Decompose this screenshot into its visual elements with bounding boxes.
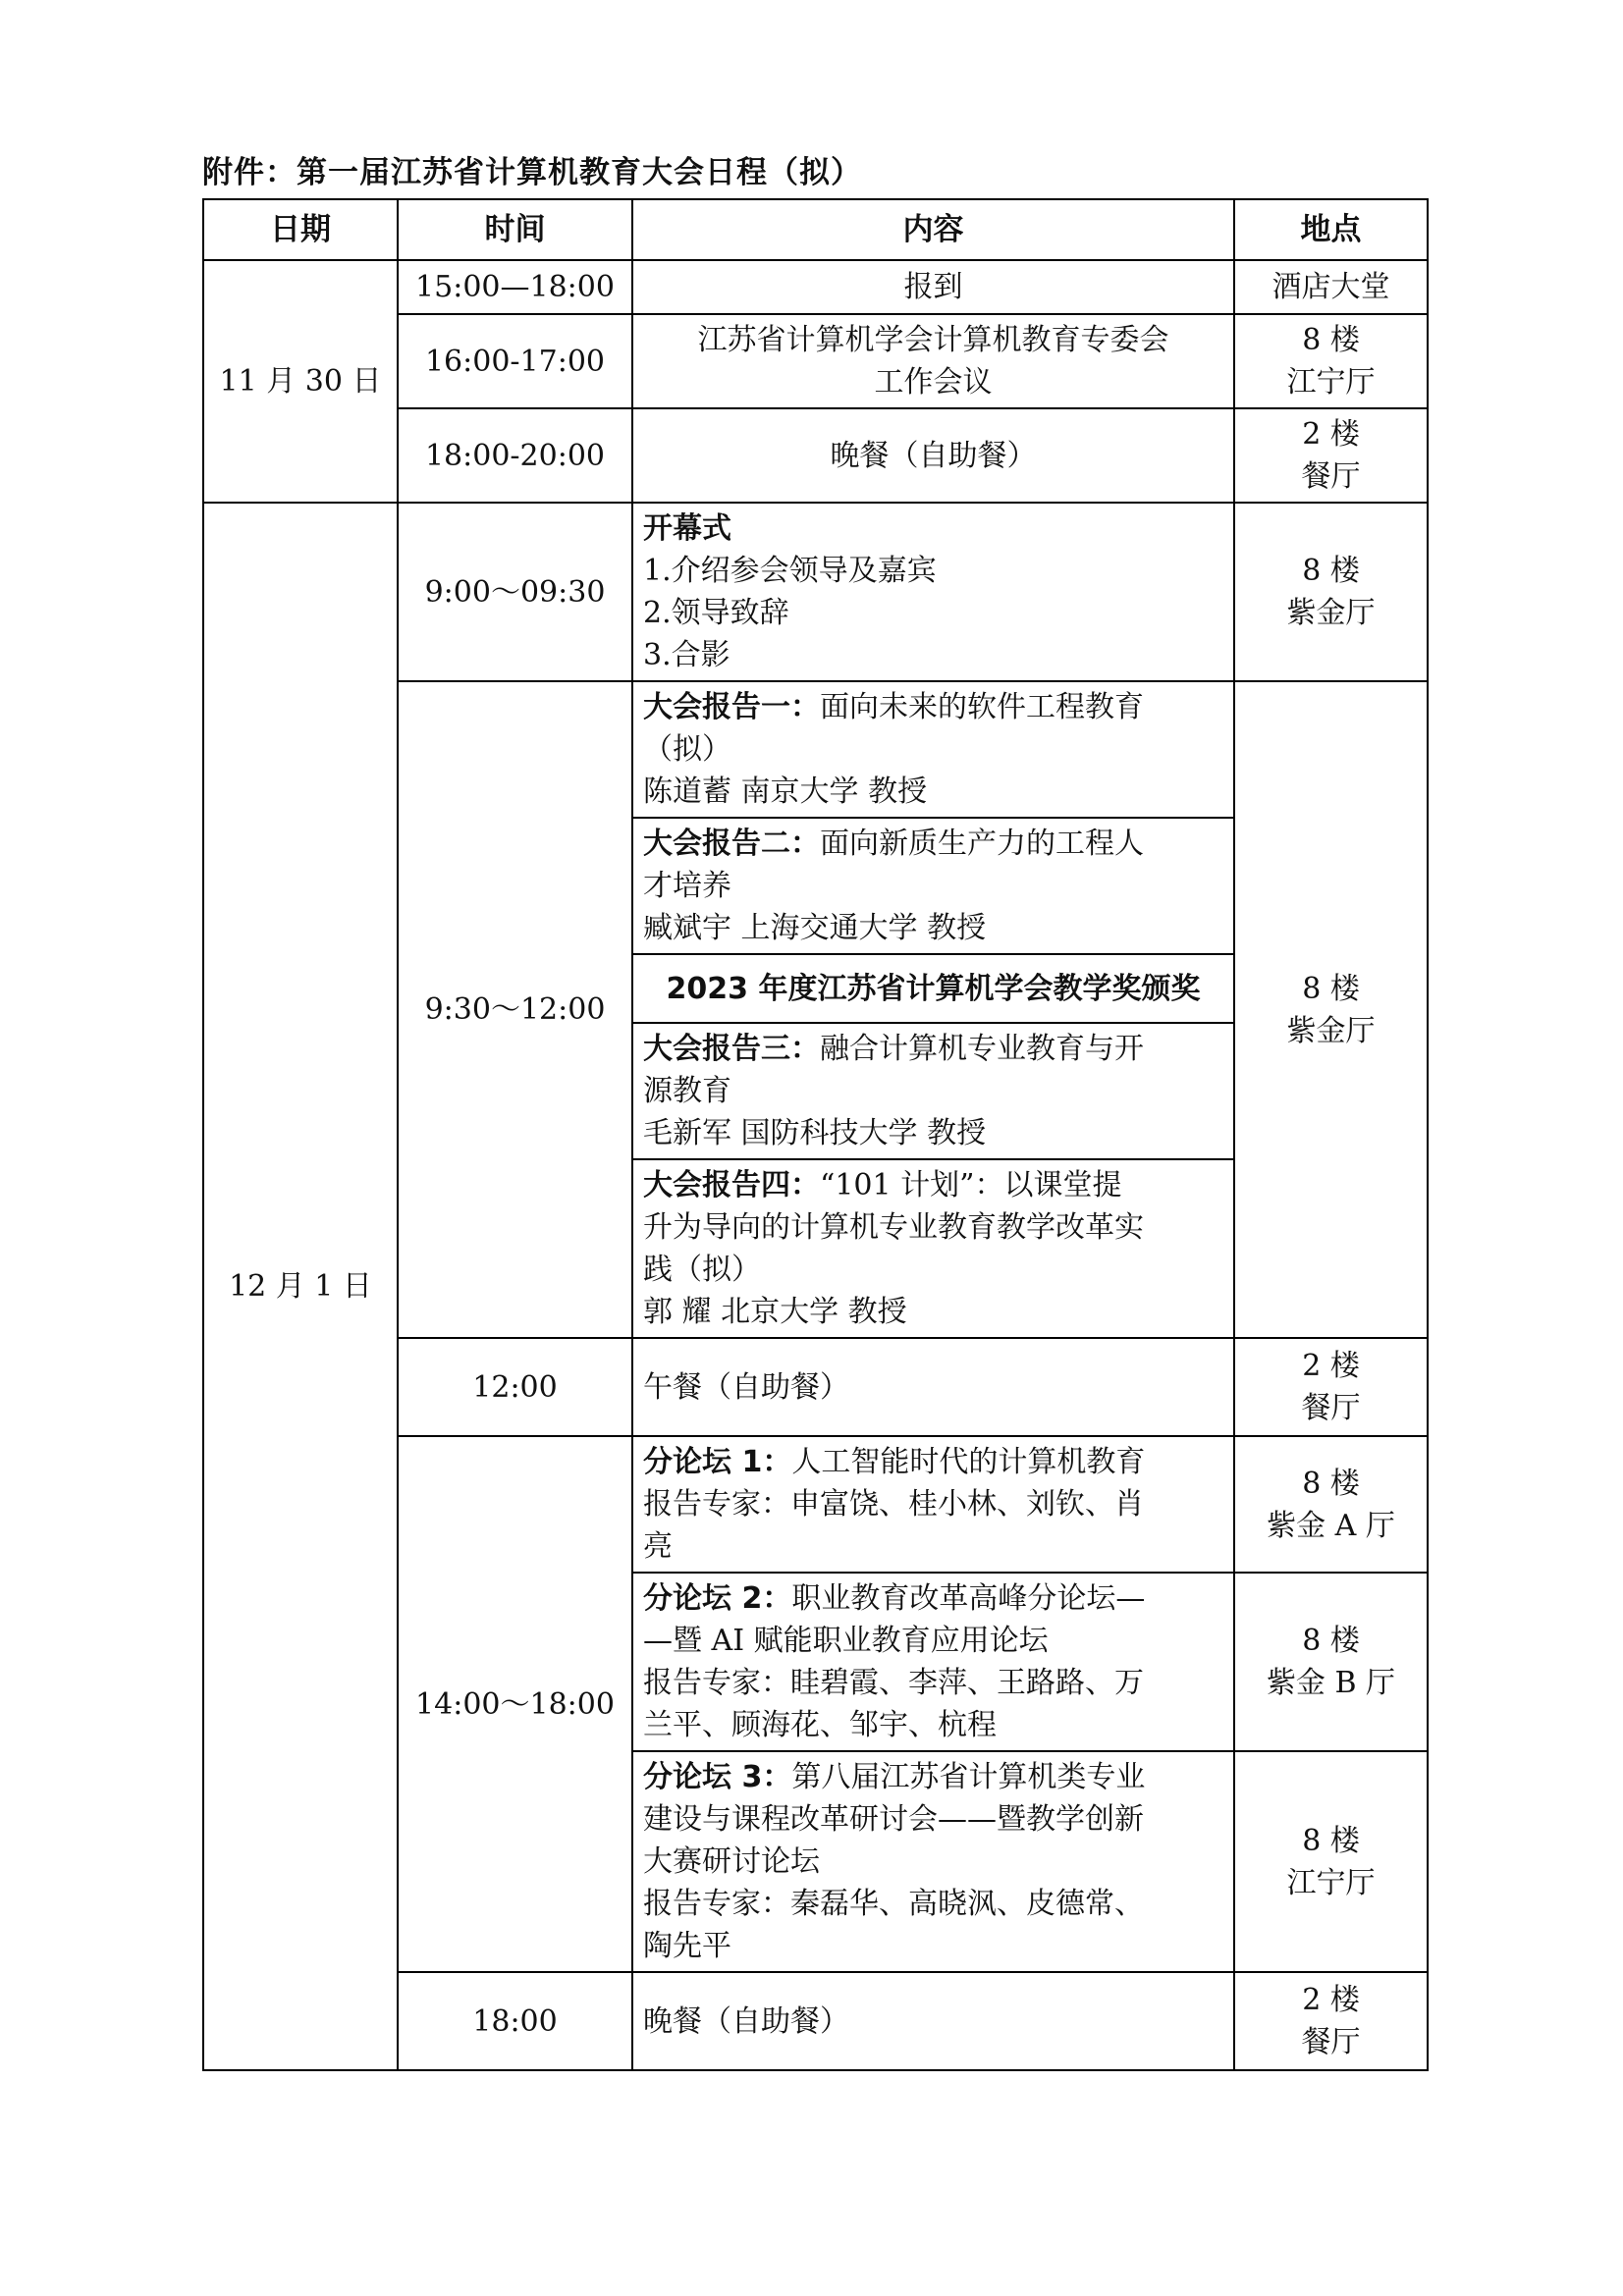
agenda-item: 1.介绍参会领导及嘉宾 <box>643 554 937 588</box>
report-label: 大会报告四： <box>643 1168 820 1202</box>
content-cell <box>632 818 1234 954</box>
report-topic: （拟） <box>643 732 731 767</box>
location-hall: 餐厅 <box>1301 1391 1361 1425</box>
location-hall: 紫金厅 <box>1286 1013 1376 1048</box>
table-row <box>203 503 1428 681</box>
location-floor: 8 楼 <box>1302 1466 1360 1501</box>
location-cell <box>1234 1972 1428 2070</box>
header-content: 内容 <box>632 199 1234 260</box>
forum-label: 分论坛 2： <box>643 1581 792 1616</box>
table-row <box>203 260 1428 314</box>
time-cell: 18:00 <box>398 1972 632 2070</box>
location-cell: 酒店大堂 <box>1234 260 1428 314</box>
forum-topic: 人工智能时代的计算机教育 <box>791 1445 1146 1479</box>
award-ceremony: 2023 年度江苏省计算机学会教学奖颁奖 <box>632 954 1234 1023</box>
content-cell: 晚餐（自助餐） <box>632 1972 1234 2070</box>
location-hall: 紫金 B 厅 <box>1266 1666 1396 1700</box>
report-topic: 面向新质生产力的工程人 <box>820 827 1144 861</box>
time-cell: 15:00—18:00 <box>398 260 632 314</box>
report-speaker: 陈道蓄 南京大学 教授 <box>643 774 928 809</box>
content-cell: 晚餐（自助餐） <box>632 408 1234 503</box>
date-cell: 12 月 1 日 <box>203 503 398 2070</box>
time-cell: 9:30～12:00 <box>398 681 632 1338</box>
forum-experts: 报告专家：眭碧霞、李萍、王路路、万 <box>643 1666 1144 1700</box>
report-topic: 源教育 <box>643 1074 731 1108</box>
content-cell <box>632 1751 1234 1972</box>
forum-experts: 陶先平 <box>643 1929 731 1963</box>
report-speaker: 毛新军 国防科技大学 教授 <box>643 1116 987 1150</box>
agenda-item: 2.领导致辞 <box>643 596 789 630</box>
location-cell <box>1234 1751 1428 1972</box>
content-line: 工作会议 <box>874 365 993 400</box>
header-row <box>203 199 1428 260</box>
location-floor: 8 楼 <box>1302 1823 1360 1858</box>
content-cell <box>632 1023 1234 1159</box>
time-cell: 16:00-17:00 <box>398 314 632 408</box>
report-label: 大会报告三： <box>643 1032 820 1066</box>
header-location: 地点 <box>1234 199 1428 260</box>
report-topic: 融合计算机专业教育与开 <box>820 1032 1144 1066</box>
location-hall: 餐厅 <box>1301 2025 1361 2059</box>
location-floor: 8 楼 <box>1302 323 1360 357</box>
location-hall: 江宁厅 <box>1286 365 1376 400</box>
location-hall: 餐厅 <box>1301 459 1361 494</box>
location-floor: 8 楼 <box>1302 1624 1360 1658</box>
content-cell <box>632 1573 1234 1751</box>
location-hall: 紫金厅 <box>1286 596 1376 630</box>
report-topic: 升为导向的计算机专业教育教学改革实 <box>643 1210 1144 1245</box>
report-topic: 才培养 <box>643 869 731 903</box>
location-cell <box>1234 314 1428 408</box>
forum-topic: —暨 AI 赋能职业教育应用论坛 <box>643 1624 1049 1658</box>
content-cell <box>632 1159 1234 1338</box>
report-speaker: 郭 耀 北京大学 教授 <box>643 1295 907 1329</box>
time-cell: 18:00-20:00 <box>398 408 632 503</box>
forum-experts: 兰平、顾海花、邹宇、杭程 <box>643 1708 997 1742</box>
forum-topic: 第八届江苏省计算机类专业 <box>791 1760 1146 1794</box>
forum-topic: 职业教育改革高峰分论坛— <box>791 1581 1146 1616</box>
content-cell <box>632 503 1234 681</box>
page-title: 附件：第一届江苏省计算机教育大会日程（拟） <box>202 155 862 190</box>
location-cell <box>1234 1436 1428 1573</box>
report-topic: 面向未来的软件工程教育 <box>820 690 1144 724</box>
forum-label: 分论坛 3： <box>643 1760 792 1794</box>
forum-label: 分论坛 1： <box>643 1445 792 1479</box>
location-cell <box>1234 681 1428 1338</box>
opening-title: 开幕式 <box>643 511 731 546</box>
location-cell <box>1234 1573 1428 1751</box>
time-cell: 12:00 <box>398 1338 632 1436</box>
location-floor: 8 楼 <box>1302 971 1360 1006</box>
location-hall: 紫金 A 厅 <box>1267 1508 1395 1543</box>
time-cell: 9:00～09:30 <box>398 503 632 681</box>
location-floor: 2 楼 <box>1302 417 1360 452</box>
content-cell: 午餐（自助餐） <box>632 1338 1234 1436</box>
forum-topic: 建设与课程改革研讨会——暨教学创新 <box>643 1802 1144 1837</box>
schedule-table <box>202 198 1429 2071</box>
header-time: 时间 <box>398 199 632 260</box>
location-hall: 江宁厅 <box>1286 1865 1376 1900</box>
report-topic: “101 计划”：以课堂提 <box>820 1168 1122 1202</box>
time-cell: 14:00～18:00 <box>398 1436 632 1972</box>
forum-experts: 亮 <box>643 1529 673 1564</box>
content-cell <box>632 1436 1234 1573</box>
location-cell <box>1234 503 1428 681</box>
location-floor: 8 楼 <box>1302 554 1360 588</box>
content-cell <box>632 681 1234 818</box>
location-cell <box>1234 1338 1428 1436</box>
forum-experts: 报告专家：申富饶、桂小林、刘钦、肖 <box>643 1487 1144 1522</box>
report-label: 大会报告二： <box>643 827 820 861</box>
report-label: 大会报告一： <box>643 690 820 724</box>
agenda-item: 3.合影 <box>643 638 730 672</box>
content-cell <box>632 314 1234 408</box>
location-floor: 2 楼 <box>1302 1349 1360 1383</box>
location-cell <box>1234 408 1428 503</box>
location-floor: 2 楼 <box>1302 1983 1360 2017</box>
forum-experts: 报告专家：秦磊华、高晓沨、皮德常、 <box>643 1887 1144 1921</box>
date-cell: 11 月 30 日 <box>203 260 398 503</box>
forum-topic: 大赛研讨论坛 <box>643 1844 820 1879</box>
content-cell: 报到 <box>632 260 1234 314</box>
content-line: 江苏省计算机学会计算机教育专委会 <box>697 323 1169 357</box>
report-speaker: 臧斌宇 上海交通大学 教授 <box>643 911 987 945</box>
header-date: 日期 <box>203 199 398 260</box>
report-topic: 践（拟） <box>643 1253 761 1287</box>
